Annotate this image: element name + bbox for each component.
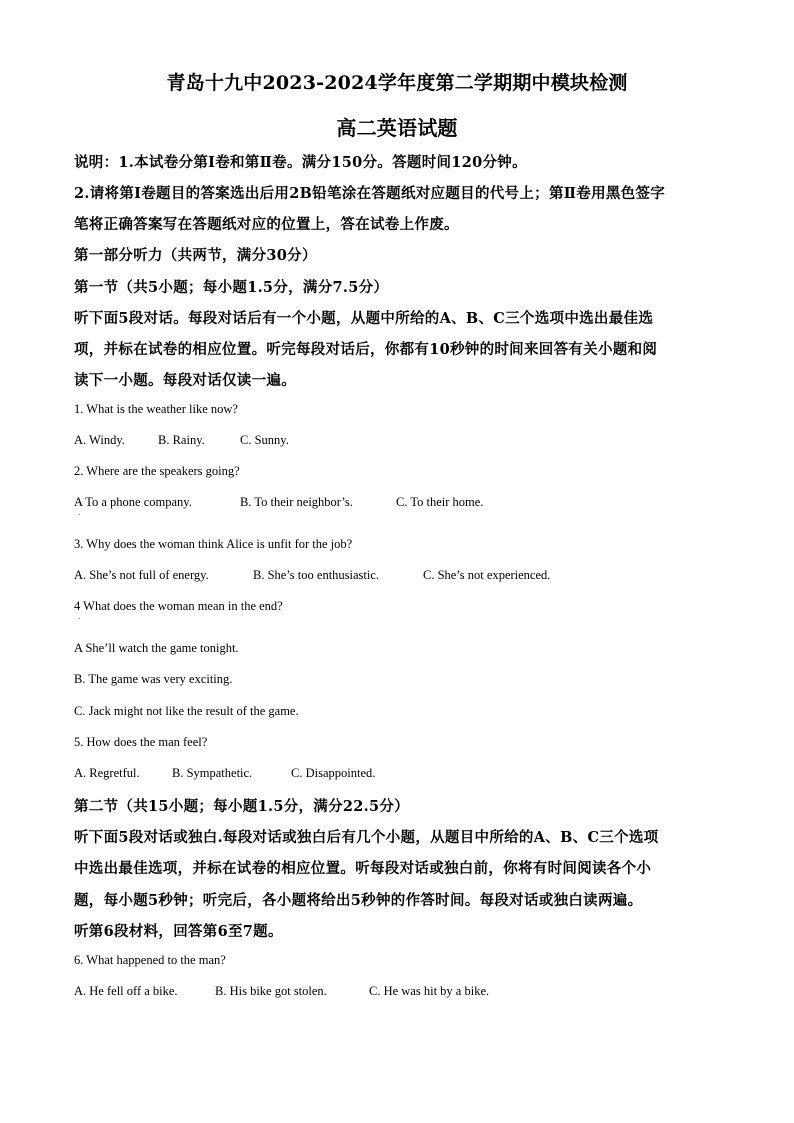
answer-option-b: B. Sympathetic. xyxy=(172,766,253,780)
question-stem: 2. Where are the speakers going? xyxy=(74,464,240,478)
answer-option-c: C. He was hit by a bike. xyxy=(369,984,490,998)
print-dot-mark: . xyxy=(78,508,80,517)
section2-directions-line-3: 题，每小题5秒钟；听完后，各小题将给出5秒钟的作答时间。每段对话或独白读两遍。 xyxy=(74,892,643,909)
section1-heading: 第一节（共5小题；每小题1.5分，满分7.5分） xyxy=(74,279,389,296)
answer-option-b: B. The game was very exciting. xyxy=(74,672,233,686)
print-dot-mark: . xyxy=(78,612,80,621)
answer-option-b: B. To their neighbor’s. xyxy=(240,495,353,509)
exam-title: 青岛十九中2023-2024学年度第二学期期中模块检测 xyxy=(166,72,628,94)
answer-option-c: C. She’s not experienced. xyxy=(423,568,551,582)
answer-option-b: B. Rainy. xyxy=(158,433,205,447)
material-note: 听第6段材料，回答第6至7题。 xyxy=(74,923,283,940)
answer-option-a: A To a phone company. xyxy=(74,495,192,509)
question-stem: 1. What is the weather like now? xyxy=(74,402,238,416)
question-stem: 4 What does the woman mean in the end? xyxy=(74,599,283,613)
instructions-line-3: 笔将正确答案写在答题纸对应的位置上，答在试卷上作废。 xyxy=(74,216,459,233)
question-stem: 3. Why does the woman think Alice is unfit for the job? xyxy=(74,537,353,551)
section1-directions-line-3: 读下一小题。每段对话仅读一遍。 xyxy=(74,372,296,389)
answer-option-c: C. Disappointed. xyxy=(291,766,376,780)
section2-directions-line-1: 听下面5段对话或独白.每段对话或独白后有几个小题，从题目中所给的A、B、C三个选项 xyxy=(74,829,659,846)
section2-directions-line-2: 中选出最佳选项，并标在试卷的相应位置。听每段对话或独白前，你将有时间阅读各个小 xyxy=(74,860,652,877)
answer-option-c: C. Jack might not like the result of the game. xyxy=(74,704,299,718)
question-stem: 6. What happened to the man? xyxy=(74,953,226,967)
section2-heading: 第二节（共15小题；每小题1.5分，满分22.5分） xyxy=(74,798,410,815)
answer-option-a: A. He fell off a bike. xyxy=(74,984,178,998)
answer-option-a: A She’ll watch the game tonight. xyxy=(74,641,239,655)
section1-directions-line-1: 听下面5段对话。每段对话后有一个小题，从题中所给的A、B、C三个选项中选出最佳选 xyxy=(74,310,654,327)
answer-option-b: B. She’s too enthusiastic. xyxy=(253,568,380,582)
section1-directions-line-2: 项，并标在试卷的相应位置。听完每段对话后，你都有10秒钟的时间来回答有关小题和阅 xyxy=(74,341,658,358)
exam-subtitle: 高二英语试题 xyxy=(336,116,458,140)
instructions-line-2: 2.请将第Ⅰ卷题目的答案选出后用2B铅笔涂在答题纸对应题目的代号上；第Ⅱ卷用黑色签字 xyxy=(74,185,666,202)
answer-option-a: A. Windy. xyxy=(74,433,125,447)
answer-option-b: B. His bike got stolen. xyxy=(215,984,327,998)
question-stem: 5. How does the man feel? xyxy=(74,735,208,749)
answer-option-c: C. Sunny. xyxy=(240,433,289,447)
part1-heading: 第一部分听力（共两节，满分30分） xyxy=(74,247,317,264)
instructions-line-1: 说明：1.本试卷分第Ⅰ卷和第Ⅱ卷。满分150分。答题时间120分钟。 xyxy=(74,154,527,171)
answer-option-a: A. Regretful. xyxy=(74,766,140,780)
answer-option-c: C. To their home. xyxy=(396,495,484,509)
answer-option-a: A. She’s not full of energy. xyxy=(74,568,209,582)
